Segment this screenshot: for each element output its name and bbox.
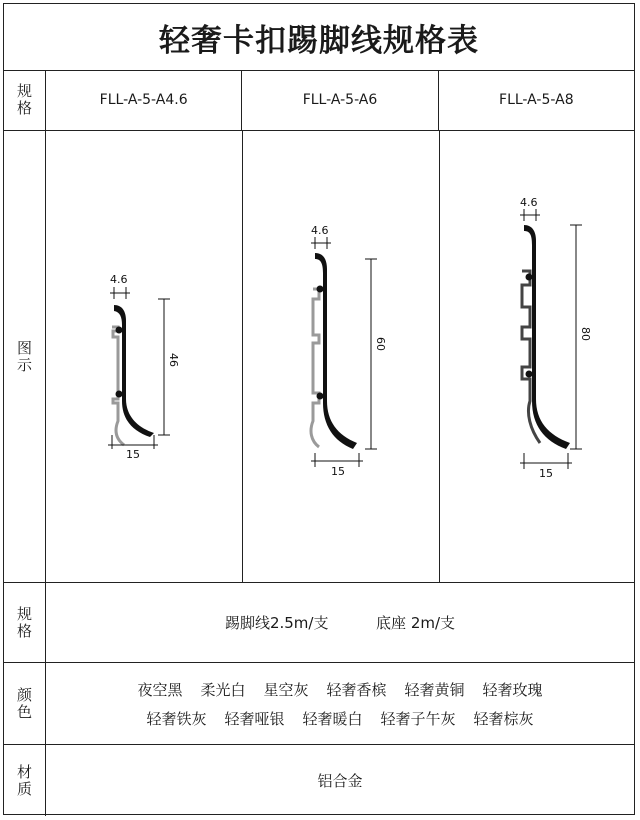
- profile-drawing-a46: [46, 131, 242, 583]
- svg-text:80: 80: [579, 326, 592, 341]
- row-label: 规格: [4, 583, 46, 662]
- row-label: 颜色: [4, 663, 46, 744]
- color-name: 轻奢黄铜: [404, 680, 465, 699]
- model-row: [4, 70, 634, 131]
- model-cell: FLL-A-5-A8: [499, 92, 574, 108]
- spec-sheet: [3, 3, 635, 815]
- svg-text:4.6: 4.6: [520, 195, 538, 209]
- model-cell: FLL-A-5-A6: [242, 70, 438, 130]
- color-name: 轻奢玫瑰: [482, 680, 543, 699]
- profile-drawing-a6: [243, 131, 439, 583]
- color-name: 轻奢暖白: [302, 709, 363, 728]
- color-name: 夜空黑: [137, 680, 183, 699]
- color-name: 星空灰: [263, 680, 309, 699]
- material-text: 铝合金: [317, 772, 363, 790]
- svg-text:46: 46: [167, 352, 180, 367]
- diagram-cell: [243, 131, 440, 582]
- color-name: 轻奢香槟: [326, 680, 387, 699]
- colors-row: [4, 663, 634, 745]
- color-name: 柔光白: [200, 680, 246, 699]
- length-row: [4, 583, 634, 663]
- diagram-cell: [46, 131, 243, 582]
- color-name: 轻奢铁灰: [146, 709, 207, 728]
- model-cell: FLL-A-5-A4.6: [46, 70, 242, 130]
- color-name: 轻奢子午灰: [380, 709, 456, 728]
- svg-text:60: 60: [374, 336, 387, 351]
- svg-text:4.6: 4.6: [110, 272, 128, 286]
- row-label: 规格: [4, 70, 46, 130]
- row-label: 材质: [4, 745, 46, 816]
- row-label: 图示: [4, 131, 46, 582]
- svg-text:15: 15: [539, 466, 553, 480]
- profile-drawing-a8: [440, 131, 636, 583]
- svg-text:15: 15: [331, 464, 345, 478]
- diagram-row: [4, 131, 634, 583]
- svg-text:4.6: 4.6: [311, 223, 329, 237]
- diagram-cell: [440, 131, 636, 582]
- length-text: 踢脚线2.5m/支 底座 2m/支: [224, 614, 456, 632]
- color-list: [46, 663, 634, 744]
- page-title: 轻奢卡扣踢脚线规格表: [4, 4, 634, 71]
- material-row: [4, 745, 634, 816]
- svg-text:15: 15: [126, 447, 140, 461]
- color-name: 轻奢棕灰: [473, 709, 534, 728]
- color-name: 轻奢哑银: [224, 709, 285, 728]
